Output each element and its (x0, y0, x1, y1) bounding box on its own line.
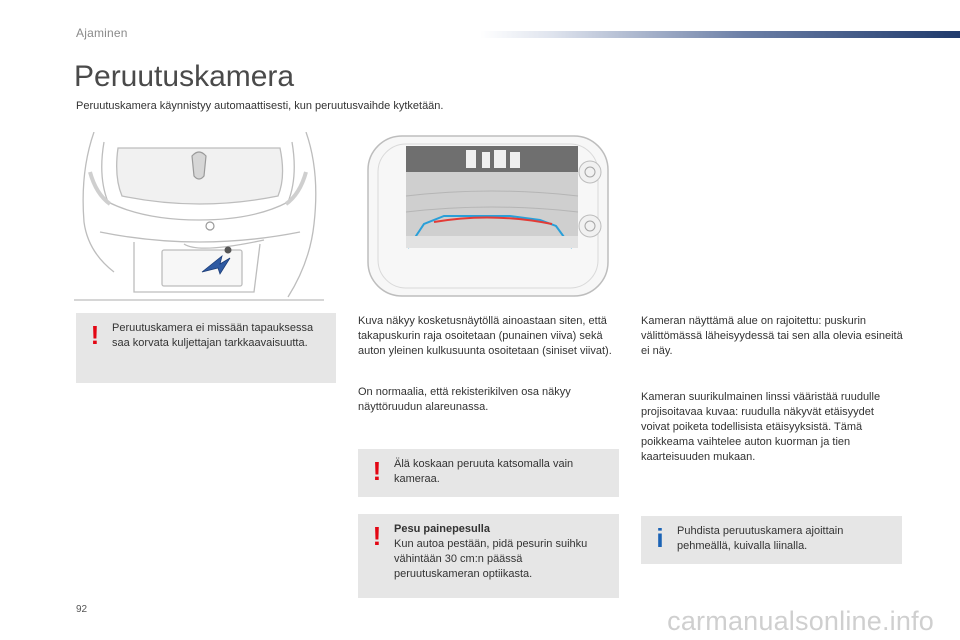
warning-content (394, 522, 611, 582)
warning-icon: ! (90, 320, 100, 350)
warning-text: Kun autoa pestään, pidä pesurin suihku vähintään 30 cm:n päässä peruutuskameran optiikasta. (394, 538, 588, 580)
page-number: 92 (76, 604, 88, 615)
watermark: carmanualsonline.info (667, 606, 934, 636)
page-title: Peruutuskamera (74, 60, 295, 93)
warning-box-pressure-wash (358, 514, 619, 598)
info-text: Puhdista peruutuskamera ajoittain pehmeällä, kuivalla liinalla. (677, 525, 844, 552)
warning-title: Pesu painepesulla (394, 523, 490, 535)
car-rear-camera-illustration (74, 132, 324, 302)
warning-text: Älä koskaan peruuta katsomalla vain kameraa. (394, 458, 574, 485)
header-accent-bar (480, 31, 960, 38)
paragraph-limited-area: Kameran näyttämä alue on rajoitettu: puskurin välittömässä läheisyydessä tai sen alla olevia esineitä ei näy. (641, 315, 903, 357)
touchscreen-camera-view-illustration (362, 132, 614, 300)
paragraph-plate-visible: On normaalia, että rekisterikilven osa näkyy näyttöruudun alareunassa. (358, 386, 571, 413)
info-box-clean-camera (641, 516, 902, 564)
paragraph-display-lines: Kuva näkyy kosketusnäytöllä ainoastaan siten, että takapuskurin raja osoitetaan (punainen viiva) sekä auton yleinen kulkusuunta osoitetaan (siniset viivat). (358, 315, 612, 357)
info-icon: i (656, 523, 664, 553)
section-label: Ajaminen (76, 26, 128, 40)
intro-text: Peruutuskamera käynnistyy automaattisesti, kun peruutusvaihde kytketään. (76, 100, 444, 112)
warning-text: Peruutuskamera ei missään tapauksessa saa korvata kuljettajan tarkkaavaisuutta. (112, 322, 314, 349)
paragraph-wide-angle-lens: Kameran suurikulmainen linssi vääristää ruudulle projisoitavaa kuvaa: ruudulla näkyvät etäisyydet voivat poiketa todellisista etäisyyksistä. Tämä poikkeama vaihtelee auton kuorman ja tien kaarteisuuden mukaan. (641, 391, 881, 463)
warning-box-reverse-camera-only (358, 449, 619, 497)
warning-icon: ! (372, 521, 382, 551)
warning-icon: ! (372, 456, 382, 486)
warning-box-driver-attention (76, 313, 336, 383)
